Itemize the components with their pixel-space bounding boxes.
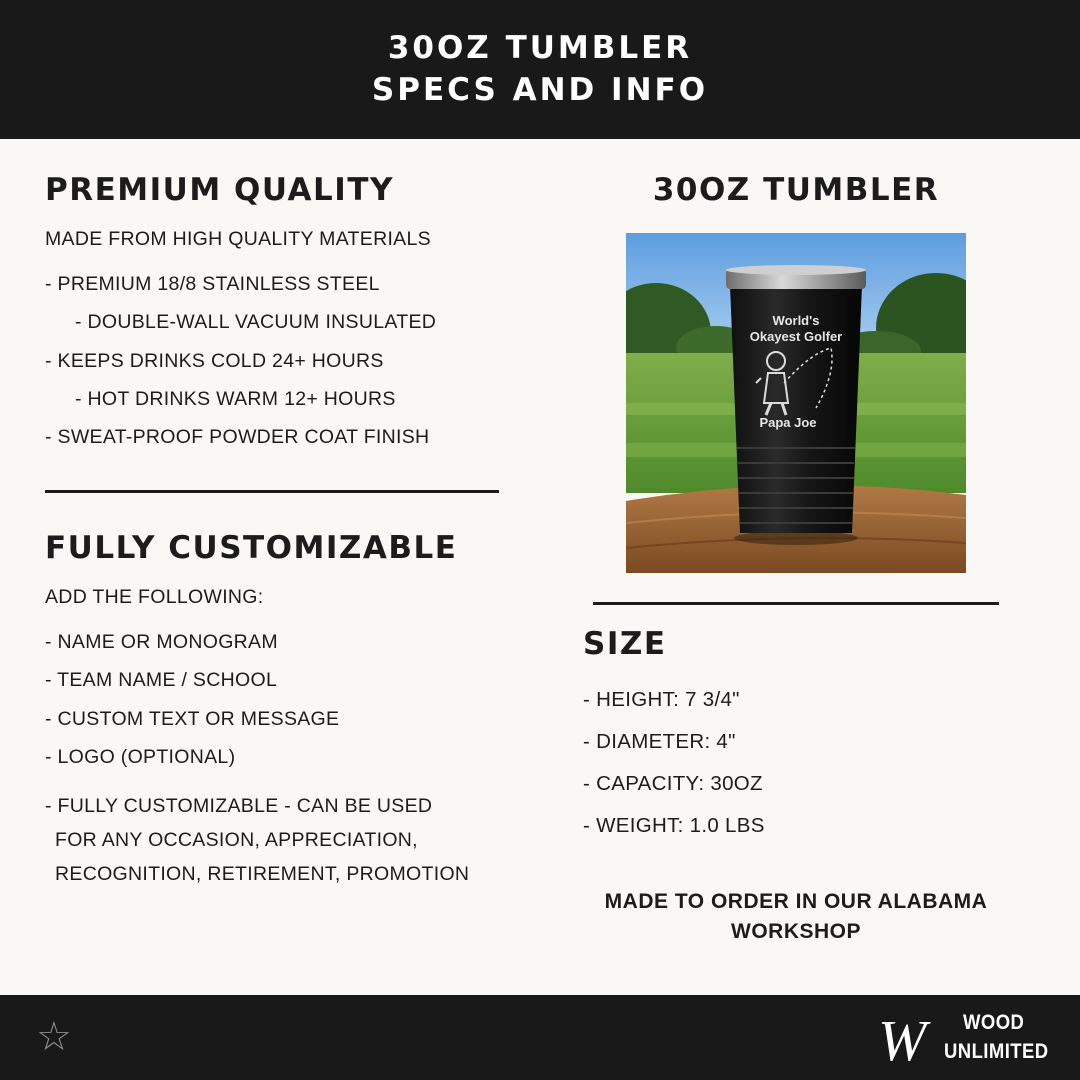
size-item: - HEIGHT: 7 3/4" [583, 688, 740, 711]
made-to-order-line1: MADE TO ORDER IN OUR ALABAMA [604, 890, 988, 913]
brand-name-line1: WOOD [963, 1011, 1025, 1034]
customize-note-line: FOR ANY OCCASION, APPRECIATION, [55, 829, 418, 851]
star-icon: ☆ [36, 1014, 72, 1060]
size-item: - CAPACITY: 30OZ [583, 772, 763, 795]
quality-item: - HOT DRINKS WARM 12+ HOURS [75, 388, 396, 410]
header-title-line1: 30OZ TUMBLER [387, 30, 693, 66]
engraving-line2: Okayest Golfer [749, 329, 843, 344]
product-heading: 30OZ TUMBLER [652, 172, 940, 208]
quality-item: - SWEAT-PROOF POWDER COAT FINISH [45, 426, 430, 448]
quality-item: - PREMIUM 18/8 STAINLESS STEEL [45, 273, 380, 295]
section-divider [45, 490, 499, 493]
section-divider [593, 602, 999, 605]
tumbler-photo [626, 233, 966, 573]
header-banner [0, 0, 1080, 139]
engraving-name: Papa Joe [759, 415, 817, 430]
premium-quality-heading: PREMIUM QUALITY [45, 172, 394, 208]
premium-quality-subtitle: MADE FROM HIGH QUALITY MATERIALS [45, 228, 431, 250]
size-item: - DIAMETER: 4" [583, 730, 736, 753]
engraving-line1: World's [772, 313, 820, 328]
quality-item: - KEEPS DRINKS COLD 24+ HOURS [45, 350, 384, 372]
brand-logo-mark [876, 1010, 942, 1066]
made-to-order-line2: WORKSHOP [731, 920, 861, 943]
customize-item: - LOGO (OPTIONAL) [45, 746, 236, 768]
customizable-heading: FULLY CUSTOMIZABLE [45, 530, 458, 566]
customizable-subtitle: ADD THE FOLLOWING: [45, 586, 264, 608]
size-item: - WEIGHT: 1.0 LBS [583, 814, 765, 837]
header-title-line2: SPECS AND INFO [371, 72, 709, 108]
customize-note-line: RECOGNITION, RETIREMENT, PROMOTION [55, 863, 470, 885]
customize-note-line: - FULLY CUSTOMIZABLE - CAN BE USED [45, 795, 433, 817]
customize-item: - NAME OR MONOGRAM [45, 631, 278, 653]
size-heading: SIZE [583, 626, 667, 662]
customize-item: - CUSTOM TEXT OR MESSAGE [45, 708, 340, 730]
customize-item: - TEAM NAME / SCHOOL [45, 669, 278, 691]
brand-name-line2: UNLIMITED [944, 1040, 1049, 1063]
brand-logo-letter: W [878, 1010, 927, 1066]
quality-item: - DOUBLE-WALL VACUUM INSULATED [75, 311, 437, 333]
